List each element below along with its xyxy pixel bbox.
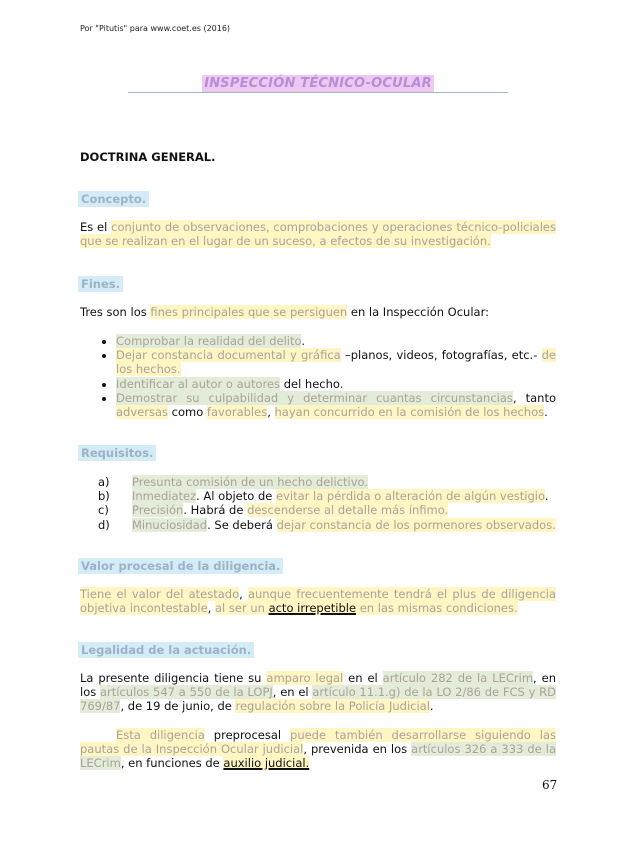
legalidad-p1-e: , en los <box>80 671 556 700</box>
legalidad-p1-j: regulación sobre la Policía Judicial <box>235 699 430 714</box>
legalidad-p2-a: Esta diligencia <box>116 728 205 742</box>
fines-intro-1: Tres son los <box>80 305 151 319</box>
fines-item-2-text-a: Dejar constancia documental y gráfica <box>116 348 341 363</box>
legalidad-p1-k: . <box>429 699 434 714</box>
legalidad-p1-b: amparo legal <box>266 671 344 685</box>
requisito-tail: dejar constancia de los pormenores observados. <box>276 517 556 532</box>
legalidad-p2-c: puede también desarrollarse <box>290 728 467 742</box>
requisito-label: b) <box>98 489 110 504</box>
valor-text-acto-irrepetible: acto irrepetible <box>268 601 357 616</box>
legalidad-p1-c: en el <box>343 671 383 685</box>
legalidad-p1-a: La presente diligencia tiene su <box>80 671 267 685</box>
paragraph-legalidad-1 <box>80 671 556 714</box>
requisito-mid: . Habrá de <box>183 503 248 518</box>
heading-requisitos-label: Requisitos. <box>78 445 156 461</box>
heading-legalidad <box>78 643 254 657</box>
legalidad-p1-g: , en el <box>272 685 313 700</box>
requisito-tail: descenderse al detalle más ínfimo. <box>247 503 449 518</box>
requisito-label: d) <box>98 517 110 532</box>
valor-text-4: , <box>207 601 215 616</box>
requisito-item <box>80 475 556 489</box>
fines-item-4-text-h: . <box>544 405 548 420</box>
legalidad-p2-auxilio-judicial: auxilio judicial. <box>223 756 310 771</box>
requisito-label: c) <box>98 503 109 518</box>
fines-item <box>116 334 556 348</box>
heading-concepto <box>78 192 149 206</box>
fines-item-4-text-g: hayan concurrido en la comisión de los hechos <box>274 405 545 420</box>
requisito-item <box>80 503 556 517</box>
heading-legalidad-label: Legalidad de la actuación. <box>78 642 254 658</box>
valor-text-7: en las mismas condiciones. <box>356 601 518 616</box>
legalidad-p1-h: artículo 11.1.g) de la LO 2/86 de FCS y RD 769/87 <box>80 685 556 714</box>
fines-item <box>116 391 556 419</box>
fines-item <box>116 377 556 391</box>
requisito-mid: . Al objeto de <box>196 489 276 504</box>
legalidad-p1-i: , de 19 de junio, de <box>120 699 236 714</box>
page-title: INSPECCIÓN TÉCNICO-OCULAR <box>204 76 432 91</box>
paragraph-legalidad-2 <box>80 728 556 771</box>
requisito-item <box>80 518 556 532</box>
title-wrap <box>128 72 508 92</box>
fines-list <box>80 334 556 419</box>
legalidad-p2-e: , prevenida en los <box>303 742 412 757</box>
title-rule <box>128 92 508 93</box>
fines-item-4-text-d: como <box>168 405 207 420</box>
requisito-main: Presunta comisión de un hecho delictivo. <box>132 475 369 489</box>
fines-item-4-text-e: favorables <box>206 405 268 420</box>
requisito-label: a) <box>98 475 110 489</box>
legalidad-p2-g: , en funciones de <box>120 756 224 771</box>
valor-text-2: , <box>239 587 248 601</box>
fines-item-3-text-a: Identificar al autor o autores <box>116 376 281 391</box>
concepto-text-2: conjunto de observaciones, comprobaciones y operaciones técnico-policiales que se realizan en el lugar de un suceso, a efectos de su investigación. <box>80 220 556 249</box>
legalidad-p2-b: preprocesal <box>204 728 291 742</box>
heading-requisitos <box>78 446 156 460</box>
fines-item-4-text-c: adversas <box>116 405 168 420</box>
valor-text-1: Tiene el valor del atestado <box>80 587 240 601</box>
legalidad-p2-d: siguiendo las pautas de la Inspección Ocular judicial <box>80 728 556 757</box>
valor-text-5: al ser un <box>214 601 269 616</box>
fines-item-4-text-a: Demostrar su culpabilidad y determinar cuantas circunstancias <box>116 390 513 405</box>
fines-item-3-text-b: del hecho. <box>280 376 344 391</box>
fines-item-4-text-b: , tanto <box>512 390 557 405</box>
legalidad-p1-f: artículos 547 a 550 de la LOPJ <box>99 685 273 700</box>
fines-item-2-text-b: –planos, videos, fotografías, etc.- <box>340 348 542 363</box>
heading-concepto-label: Concepto. <box>78 191 149 207</box>
requisitos-list <box>80 475 556 532</box>
page-number: 67 <box>542 778 558 792</box>
requisito-main: Inmediatez <box>132 489 197 504</box>
paragraph-fines-intro <box>80 305 556 319</box>
section-doctrina-general: DOCTRINA GENERAL. <box>80 150 216 164</box>
fines-intro-3: en la Inspección Ocular: <box>347 305 489 319</box>
heading-valor-procesal-label: Valor procesal de la diligencia. <box>78 558 283 574</box>
requisito-mid: . Se deberá <box>207 517 277 532</box>
heading-valor-procesal <box>78 559 283 573</box>
fines-item-1-end: . <box>301 334 305 348</box>
heading-fines-label: Fines. <box>78 276 123 292</box>
fines-item-4-text-f: , <box>267 405 275 420</box>
legalidad-p1-d: artículo 282 de la LECrim <box>382 671 534 685</box>
heading-fines <box>78 277 123 291</box>
concepto-text-1: Es el <box>80 220 112 234</box>
valor-text-3: aunque frecuentemente tendrá el plus de diligencia objetiva incontestable <box>80 587 557 616</box>
paragraph-concepto <box>80 220 556 248</box>
header-note: Por "Pitutis" para www.coet.es (2016) <box>80 24 231 33</box>
fines-intro-2: fines principales que se persiguen <box>150 305 348 319</box>
fines-item <box>116 348 556 376</box>
paragraph-valor-procesal <box>80 587 556 615</box>
requisito-main: Precisión <box>132 503 184 518</box>
requisito-tail: evitar la pérdida o alteración de algún vestigio <box>276 489 545 504</box>
requisito-main: Minuciosidad <box>132 517 208 532</box>
fines-item-2-text-c: de los hechos. <box>116 348 556 377</box>
requisito-item: b) Inmediatez. Al objeto de evitar la pérdida o alteración de algún vestigio. <box>80 489 556 503</box>
fines-item-1-text: Comprobar la realidad del delito <box>116 334 302 348</box>
legalidad-p2-f: artículos 326 a 333 de la LECrim <box>80 742 556 771</box>
